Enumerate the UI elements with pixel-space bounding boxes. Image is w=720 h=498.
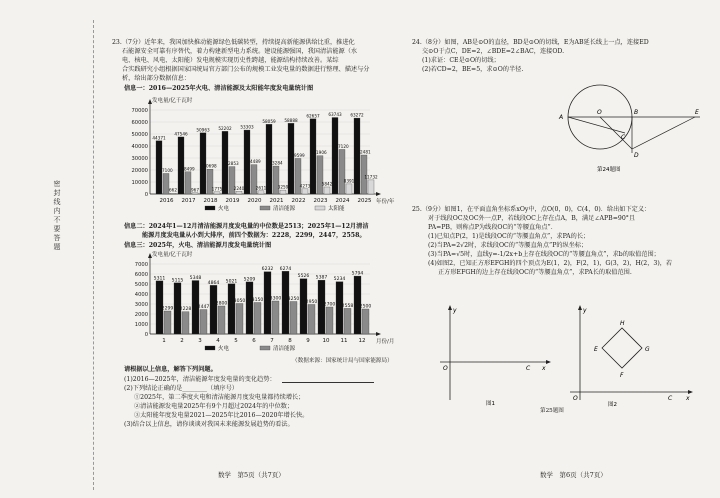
margin-note: 密封线内不要答题 <box>53 180 61 252</box>
data-label: 3300 <box>269 296 282 302</box>
data-label: 967 <box>191 187 199 193</box>
data-label: 5526 <box>297 274 310 280</box>
q23-line-1: 石能源安全可靠有序替代，着力构建新型电力系统。建设能源强国，我国清洁能源（水 <box>122 48 358 55</box>
bar-太阳能 <box>346 184 352 194</box>
x-axis-arrow <box>376 192 381 196</box>
q25-caption: 第25题图 <box>540 408 564 414</box>
bar-火电 <box>228 284 235 334</box>
category-label: 2 <box>180 338 184 344</box>
y-tick-label: 7000 <box>134 262 148 268</box>
data-label: 37120 <box>335 143 349 149</box>
bar-火电 <box>354 118 360 194</box>
category-label: 2017 <box>181 198 196 204</box>
q24-line-0: 24.（8分）如图，AB是⊙O的直径，BD是⊙O的切线，E为AB延长线上一点，连接ED <box>412 39 649 46</box>
fig2-c-label: C <box>668 395 673 402</box>
data-label: 4273 <box>299 183 311 189</box>
data-label: 53303 <box>240 124 254 130</box>
q24-line-2: (1)求证：CE是⊙O的切线； <box>422 57 500 64</box>
data-label: 1775 <box>211 186 223 192</box>
bar-清洁能源 <box>164 311 171 334</box>
legend-entry: 太阳能 <box>328 206 345 212</box>
y-tick-label: 1000 <box>134 322 148 328</box>
category-label: 9 <box>306 338 310 344</box>
q25-figure-2 <box>560 300 700 410</box>
data-label: 3150 <box>251 298 264 303</box>
legend-entry: 清洁能源 <box>273 206 296 212</box>
bar-太阳能 <box>368 180 374 194</box>
y-tick-label: 6000 <box>134 272 148 278</box>
q23-part-3: (3)结合以上信息，请你谈谈对我国未来能源发展趋势的看法。 <box>124 421 294 428</box>
q23-option-2: ②清洁能源发电量2025年有9个月超过2024年的中位数； <box>134 403 294 410</box>
data-label: 8391 <box>343 178 355 184</box>
category-label: 2016 <box>159 198 174 204</box>
legend-swatch <box>260 346 270 350</box>
bar-清洁能源 <box>362 309 369 334</box>
data-label: 5209 <box>243 277 256 283</box>
data-label: 2228 <box>179 307 192 313</box>
monthly-generation-chart <box>118 252 395 364</box>
footer-right: 数学 第6页（共7页） <box>540 471 607 479</box>
legend-swatch <box>205 346 215 350</box>
bar-清洁能源 <box>326 307 333 334</box>
category-label: 2018 <box>203 198 218 204</box>
q24-label-b: B <box>634 109 639 116</box>
q23-option-1: ①2025年，第二季度火电和清洁能源月度发电量都持续增长； <box>134 394 305 401</box>
q25-line-2: PA=PB，则称点P为线段OC的“等腰直角点”． <box>428 224 557 231</box>
category-label: 3 <box>198 338 202 344</box>
bar-太阳能 <box>170 193 176 194</box>
data-label: 5842 <box>321 181 333 187</box>
info2-line-1: 能源月度发电量从小到大排序，前四个数据为：2228，2299，2447，2558。 <box>142 232 366 239</box>
fig2-f-label: F <box>620 372 624 379</box>
q25-line-5: (3)当PA=√5时，直线y=-1/2x+b上存在线段OC的“等腰直角点”，求b的取值范围； <box>428 251 660 258</box>
q23-part-1: (1)2016—2025年，清洁能源年度发电量的变化趋势： <box>124 376 276 383</box>
y-tick-label: 70000 <box>131 108 148 114</box>
bar-清洁能源 <box>200 310 207 334</box>
bar-清洁能源 <box>339 149 345 194</box>
bar-火电 <box>332 118 338 194</box>
data-label: 23284 <box>269 160 283 166</box>
category-label: 12 <box>358 338 366 344</box>
bar-太阳能 <box>214 192 220 194</box>
data-label: 44371 <box>152 135 166 141</box>
bar-太阳能 <box>324 187 330 194</box>
bar-火电 <box>264 272 271 334</box>
data-label: 2299 <box>161 306 174 312</box>
q25-line-0: 25.（9分）如图1，在平面直角坐标系xOy中，点O(0，0)，C(4，0)．给出如下定义： <box>412 206 651 213</box>
category-label: 5 <box>234 338 238 344</box>
category-label: 2024 <box>335 198 350 204</box>
q23-option-3: ③太阳能年度发电量2021—2025年比2016—2020年增长快。 <box>134 412 309 419</box>
legend-swatch <box>315 206 325 210</box>
data-label: 32481 <box>357 149 371 155</box>
data-label: 63272 <box>350 112 364 118</box>
bar-火电 <box>300 279 307 334</box>
data-label: 5234 <box>333 277 346 283</box>
q25-line-7: 正方形EFGH的边上存在线段OC的“等腰直角点”，求PA长的取值范围. <box>438 269 632 276</box>
y-tick-label: 0 <box>144 192 148 198</box>
data-label: 3250 <box>287 297 300 302</box>
fig1-c-label: C <box>526 365 531 372</box>
x-axis-arrow <box>376 332 381 336</box>
bar-清洁能源 <box>295 158 301 194</box>
category-label: 2023 <box>313 198 328 204</box>
q23-line-0: 23.（7分）近年来，我国加快推动能源绿色低碳转型，持续提高新能源供给比重，推进化 <box>112 39 355 46</box>
y-tick-label: 10000 <box>131 180 148 186</box>
bar-清洁能源 <box>182 312 189 334</box>
category-label: 11 <box>340 338 348 344</box>
data-label: 62657 <box>306 113 320 119</box>
y-tick-label: 60000 <box>131 120 148 126</box>
bar-清洁能源 <box>290 302 297 335</box>
data-label: 3050 <box>233 299 246 304</box>
y-axis-label: 发电量/亿千瓦时 <box>152 98 193 104</box>
q24-label-e: E <box>695 109 699 116</box>
fig1-y-label: y <box>453 307 457 314</box>
data-label: 2950 <box>305 300 318 305</box>
data-label: 2500 <box>359 304 372 310</box>
x-axis-label: 年份/年 <box>376 199 395 205</box>
data-label: 6274 <box>279 266 292 272</box>
q24-label-a: A <box>559 114 564 121</box>
data-label: 11732 <box>364 174 378 180</box>
answer-heading: 请根据以上信息，解答下列问题。 <box>124 366 217 373</box>
data-label: 662 <box>169 187 177 193</box>
data-label: 2800 <box>215 301 228 307</box>
fig2-x-label: x <box>686 395 690 402</box>
category-label: 2022 <box>291 198 306 204</box>
q24-label-o: O <box>597 109 602 116</box>
y-tick-label: 40000 <box>131 144 148 150</box>
data-label: 4864 <box>207 280 220 286</box>
category-label: 6 <box>252 338 256 344</box>
data-label: 5021 <box>225 279 238 285</box>
legend-entry: 清洁能源 <box>273 346 296 352</box>
bar-清洁能源 <box>272 301 279 334</box>
fig2-e-label: E <box>594 346 598 353</box>
y-tick-label: 2000 <box>134 312 148 318</box>
bar-清洁能源 <box>344 308 351 334</box>
q25-line-1: 对于线段OC及OC外一点P，若线段OC上存在点A，B，满足∠APB=90°且 <box>428 215 636 222</box>
q24-label-c: C <box>621 134 626 141</box>
y-tick-label: 5000 <box>134 282 148 288</box>
q24-line-3: (2)若CD=2，BE=5，求⊙O的半径. <box>422 66 524 73</box>
bar-清洁能源 <box>273 166 279 194</box>
data-label: 52202 <box>218 125 232 131</box>
q24-line-1: 交⊙O于点C，DE=2，∠BDE=2∠BAC，连接OD. <box>422 48 565 55</box>
data-label: 18499 <box>181 166 195 172</box>
legend-entry: 火电 <box>218 346 230 352</box>
data-label: 5115 <box>171 278 184 284</box>
bar-太阳能 <box>236 191 242 194</box>
data-source: （数据来源：国家统计局与国家能源局） <box>292 358 393 364</box>
data-label: 63743 <box>328 112 342 118</box>
y-tick-label: 3000 <box>134 302 148 308</box>
y-tick-label: 20000 <box>131 168 148 174</box>
data-label: 29599 <box>291 152 305 158</box>
bar-清洁能源 <box>317 156 323 194</box>
bar-火电 <box>310 119 316 194</box>
data-label: 17100 <box>159 167 173 173</box>
data-label: 47546 <box>174 131 188 137</box>
fig2-h-label: H <box>620 320 625 327</box>
seal-line <box>93 20 94 490</box>
legend-swatch <box>260 206 270 210</box>
bar-清洁能源 <box>236 304 243 335</box>
category-label: 2021 <box>269 198 284 204</box>
q23-line-3: 合实践研究小组根据国家国统局官方部门公布的规模工业发电量的数据进行整理、描述与分 <box>122 66 370 73</box>
fig1-x-label: x <box>542 365 546 372</box>
q23-line-2: 电、核电、风电、太阳能）发电规模实现历史性跨越，能源结构持续改善。某综 <box>122 57 339 64</box>
data-label: 20698 <box>203 163 217 169</box>
fig1-origin-label: O <box>443 365 448 372</box>
q24-caption: 第24题图 <box>597 167 621 173</box>
category-label: 2025 <box>357 198 372 204</box>
data-label: 2447 <box>197 305 210 311</box>
bar-火电 <box>288 123 294 194</box>
fig1-caption: 图1 <box>486 401 495 407</box>
annual-generation-chart <box>118 94 395 224</box>
data-label: 2558 <box>341 303 354 309</box>
info2-line-0: 信息二：2024年1—12月清洁能源月度发电量的中位数是2513；2025年1—12月清洁 <box>124 223 369 230</box>
category-label: 2019 <box>225 198 240 204</box>
legend-swatch <box>205 206 215 210</box>
y-tick-label: 50000 <box>131 132 148 138</box>
fig2-caption: 图2 <box>608 402 617 408</box>
data-label: 2611 <box>255 185 267 191</box>
data-label: 5348 <box>189 276 202 282</box>
fig2-y-label: y <box>583 307 587 314</box>
bar-清洁能源 <box>308 305 315 335</box>
q23-line-4: 析，给出部分数据信息： <box>122 75 191 82</box>
data-label: 6232 <box>261 267 274 273</box>
y-axis-label: 发电量/亿千瓦时 <box>152 252 193 258</box>
bar-太阳能 <box>302 189 308 194</box>
category-label: 2020 <box>247 198 262 204</box>
data-label: 5387 <box>315 275 328 281</box>
category-label: 8 <box>288 338 292 344</box>
q23-answer-blank <box>282 382 374 383</box>
y-tick-label: 0 <box>144 332 148 338</box>
data-label: 5794 <box>351 271 364 277</box>
info1-label: 信息一：2016—2025年火电、清洁能源及太阳能年度发电量统计图 <box>124 85 314 92</box>
data-label: 5311 <box>153 276 166 282</box>
category-label: 4 <box>216 338 220 344</box>
category-label: 10 <box>322 338 330 344</box>
q24-label-d: D <box>634 152 639 159</box>
bar-火电 <box>210 285 217 334</box>
data-label: 58888 <box>284 117 298 123</box>
data-label: 24489 <box>247 159 261 165</box>
category-label: 1 <box>162 338 166 344</box>
bar-火电 <box>282 271 289 334</box>
data-label: 2240 <box>233 185 245 191</box>
data-label: 58059 <box>262 118 276 124</box>
data-label: 3259 <box>277 184 289 190</box>
bar-清洁能源 <box>254 303 261 335</box>
data-label: 50963 <box>196 127 210 133</box>
y-tick-label: 30000 <box>131 156 148 162</box>
fig2-g-label: G <box>645 346 650 353</box>
bar-太阳能 <box>258 191 264 194</box>
data-label: 2700 <box>323 302 336 308</box>
x-axis-label: 月份/月 <box>376 339 395 345</box>
q25-line-4: (2)当PA=2√2时，求线段OC的“等腰直角点”P的纵坐标； <box>428 242 588 249</box>
data-label: 22853 <box>225 161 239 167</box>
bar-太阳能 <box>280 190 286 194</box>
fig2-origin-label: O <box>573 395 578 402</box>
footer-left: 数学 第5页（共7页） <box>218 471 285 479</box>
bar-火电 <box>266 124 272 194</box>
bar-清洁能源 <box>218 306 225 334</box>
data-label: 31906 <box>313 150 327 156</box>
bar-太阳能 <box>192 193 198 194</box>
q25-line-3: (1)已知点P(2，1)是线段OC的“等腰直角点”，求PA的长； <box>428 233 590 240</box>
y-tick-label: 4000 <box>134 292 148 298</box>
info3-label: 信息三：2025年，火电、清洁能源月度发电量统计图 <box>124 242 272 249</box>
q24-figure <box>555 75 705 175</box>
category-label: 7 <box>270 338 274 344</box>
bar-火电 <box>246 282 253 334</box>
q25-figure-1 <box>430 300 555 410</box>
legend-entry: 火电 <box>218 206 230 212</box>
q25-line-6: (4)如图2，已知正方形EFGH的四个顶点为E(1，2)，F(2，1)，G(3，2)，H(2，3)，若 <box>428 260 673 267</box>
q23-part-2: (2)下列结论正确的是________（填序号） <box>124 385 238 392</box>
